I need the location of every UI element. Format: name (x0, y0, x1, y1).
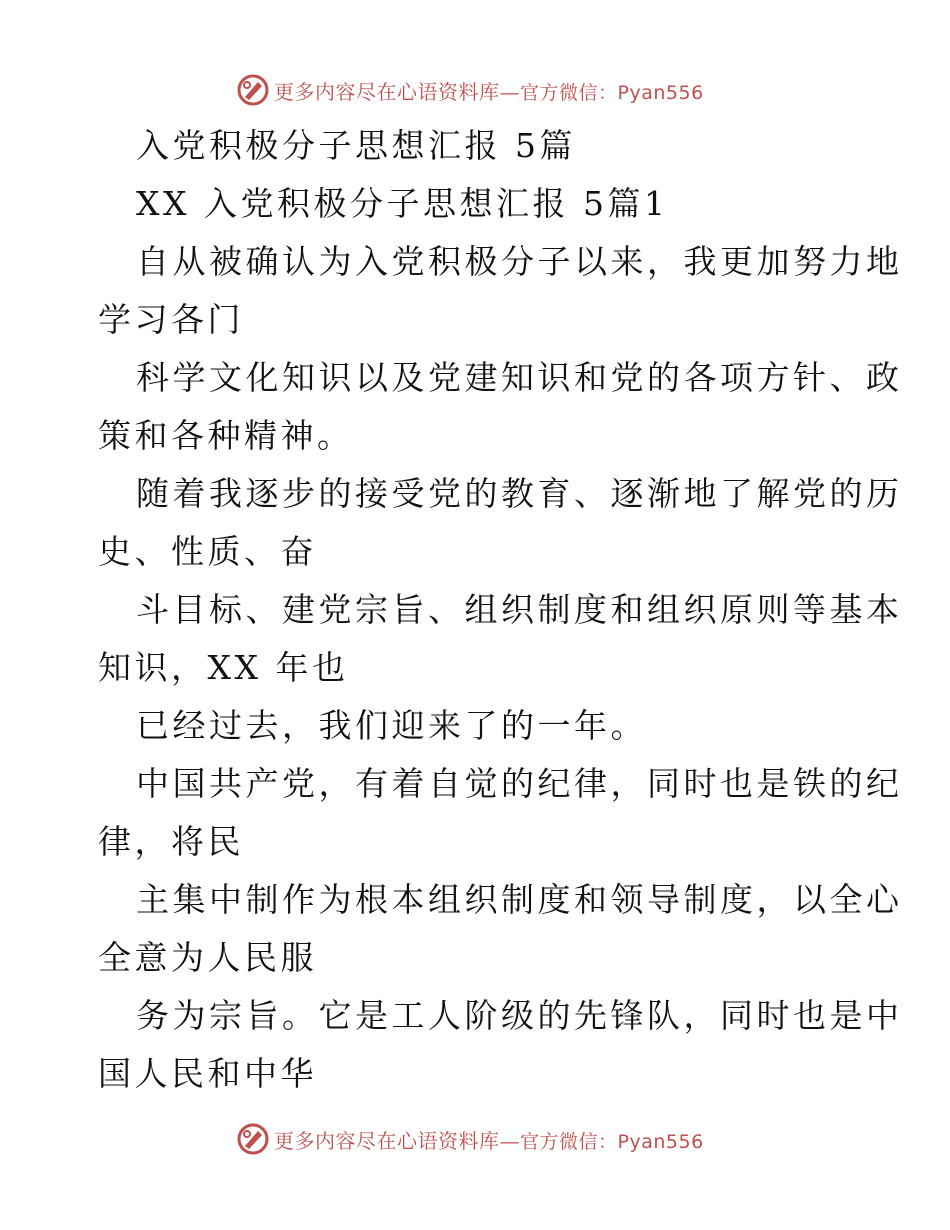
paragraph-line: 随着我逐步的接受党的教育、逐渐地了解党的历 (136, 474, 903, 513)
paragraph-line: 中国共产党，有着自觉的纪律，同时也是铁的纪 (136, 764, 903, 803)
section-heading: XX 入党积极分子思想汇报 5篇1 (136, 184, 669, 223)
pen-logo-icon (236, 1122, 270, 1156)
header-banner (236, 70, 716, 110)
footer-banner (236, 1119, 716, 1159)
paragraph-line: 务为宗旨。它是工人阶级的先锋队，同时也是中 (136, 996, 903, 1035)
document-body (98, 117, 903, 1103)
paragraph-line: 律，将民 (98, 822, 244, 861)
paragraph-line: 自从被确认为入党积极分子以来，我更加努力地 (136, 242, 903, 281)
paragraph-line: 策和各种精神。 (98, 416, 354, 455)
paragraph-line: 全意为人民服 (98, 938, 317, 977)
paragraph-line: 国人民和中华 (98, 1054, 317, 1093)
paragraph-line: 史、性质、奋 (98, 532, 317, 571)
paragraph-line: 已经过去，我们迎来了的一年。 (136, 706, 647, 745)
paragraph-line: 知识，XX 年也 (98, 648, 349, 687)
paragraph-line: 斗目标、建党宗旨、组织制度和组织原则等基本 (136, 590, 903, 629)
banner-text: 更多内容尽在心语资料库—官方微信：Pyan556 (274, 79, 704, 104)
pen-logo-icon (236, 73, 270, 107)
banner-text: 更多内容尽在心语资料库—官方微信：Pyan556 (274, 1128, 704, 1153)
paragraph-line: 科学文化知识以及党建知识和党的各项方针、政 (136, 358, 903, 397)
paragraph-line: 学习各门 (98, 300, 244, 339)
document-title: 入党积极分子思想汇报 5篇 (136, 126, 576, 165)
paragraph-line: 主集中制作为根本组织制度和领导制度，以全心 (136, 880, 903, 919)
